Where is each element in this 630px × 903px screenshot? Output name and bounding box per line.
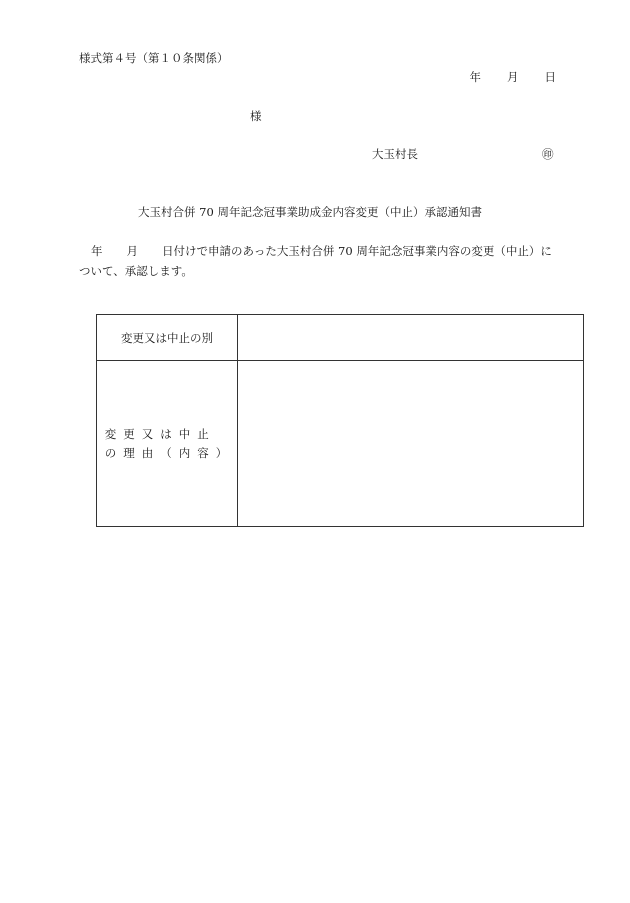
issuer-name: 大玉村長 <box>372 147 418 161</box>
form-number: 様式第４号（第１０条関係） <box>79 51 229 65</box>
detail-table <box>96 314 584 527</box>
reason-label-text <box>100 425 235 463</box>
body-text: 日付けで申請のあった大玉村合併 70 周年記念冠事業内容の変更（中止）について、承認します。 <box>79 244 552 278</box>
change-type-value[interactable] <box>238 315 584 361</box>
date-day: 日 <box>544 70 556 84</box>
reason-label <box>97 361 238 527</box>
addressee-suffix: 様 <box>250 109 262 123</box>
reason-label-line1: 変更又は中止 <box>104 426 216 441</box>
seal-mark: ㊞ <box>542 147 554 161</box>
table-row <box>97 361 584 527</box>
change-type-label: 変更又は中止の別 <box>97 315 238 361</box>
reason-value[interactable] <box>238 361 584 527</box>
date-month: 月 <box>507 70 519 84</box>
table-row <box>97 315 584 361</box>
reason-label-line2: の理由（内容） <box>104 445 235 460</box>
body-paragraph <box>79 241 559 281</box>
document-title: 大玉村合併 70 周年記念冠事業助成金内容変更（中止）承認通知書 <box>138 205 482 219</box>
date-line <box>470 69 557 85</box>
body-year: 年 <box>91 244 103 258</box>
body-month: 月 <box>126 244 138 258</box>
date-year: 年 <box>469 70 481 84</box>
